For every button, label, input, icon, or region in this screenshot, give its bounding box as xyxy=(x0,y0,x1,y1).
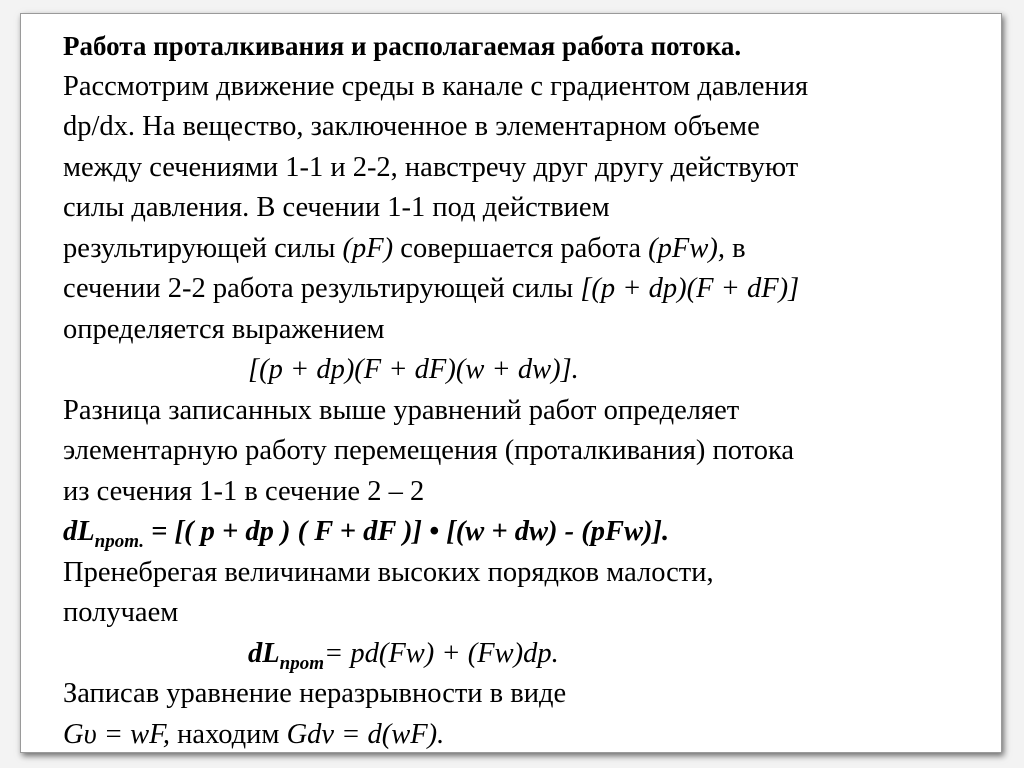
formula-fragment: Gdv = d(wF). xyxy=(286,718,445,750)
equation-2 xyxy=(63,512,963,553)
slide xyxy=(20,13,1002,753)
text-line xyxy=(63,269,963,310)
equation-3 xyxy=(63,634,963,675)
text-line: силы давления. В сечении 1-1 под действием xyxy=(63,192,610,223)
formula-fragment: [(p + dp)(F + dF)] xyxy=(580,273,800,304)
equation-rhs: = pd(Fw) + (Fw)dp. xyxy=(324,637,559,669)
slide-title: Работа проталкивания и располагаемая работа потока. xyxy=(63,31,742,61)
text-line xyxy=(63,715,963,756)
equation-rhs: = [( p + dp ) ( F + dF )] • [(w + dw) - (pFw)]. xyxy=(144,516,670,547)
text-line: Записав уравнение неразрывности в виде xyxy=(63,678,567,709)
slide-text-body xyxy=(63,26,963,755)
text-fragment: результирующей силы xyxy=(63,232,343,264)
equation-lhs: dL xyxy=(248,637,280,669)
text-fragment: совершается работа xyxy=(393,232,649,264)
text-line: получаем xyxy=(63,597,179,628)
equation-1: [(p + dp)(F + dF)(w + dw)]. xyxy=(248,354,579,385)
text-fragment: в xyxy=(724,232,746,264)
text-line: между сечениями 1-1 и 2-2, навстречу друг другу действуют xyxy=(63,151,799,183)
equation-subscript: прот. xyxy=(94,531,144,552)
text-line xyxy=(63,229,963,270)
formula-fragment: Gυ = wF, xyxy=(63,718,171,750)
text-fragment: сечении 2-2 работа результирующей силы xyxy=(63,273,581,304)
text-line: Рассмотрим движение среды в канале с градиентом давления xyxy=(63,70,809,102)
formula-fragment: (pF) xyxy=(342,232,394,264)
text-fragment: находим xyxy=(170,718,287,750)
text-line: определяется выражением xyxy=(63,313,385,345)
text-line: dp/dx. На вещество, заключенное в элементарном объеме xyxy=(63,111,760,142)
equation-subscript: прот xyxy=(279,652,325,674)
text-line: элементарную работу перемещения (проталкивания) потока xyxy=(63,435,795,466)
text-line: Разница записанных выше уравнений работ определяет xyxy=(63,394,740,426)
text-line: из сечения 1-1 в сечение 2 – 2 xyxy=(63,475,425,507)
text-line: Пренебрегая величинами высоких порядков малости, xyxy=(63,556,714,588)
equation-lhs: dL xyxy=(63,516,95,547)
formula-fragment: (pFw), xyxy=(648,232,725,264)
